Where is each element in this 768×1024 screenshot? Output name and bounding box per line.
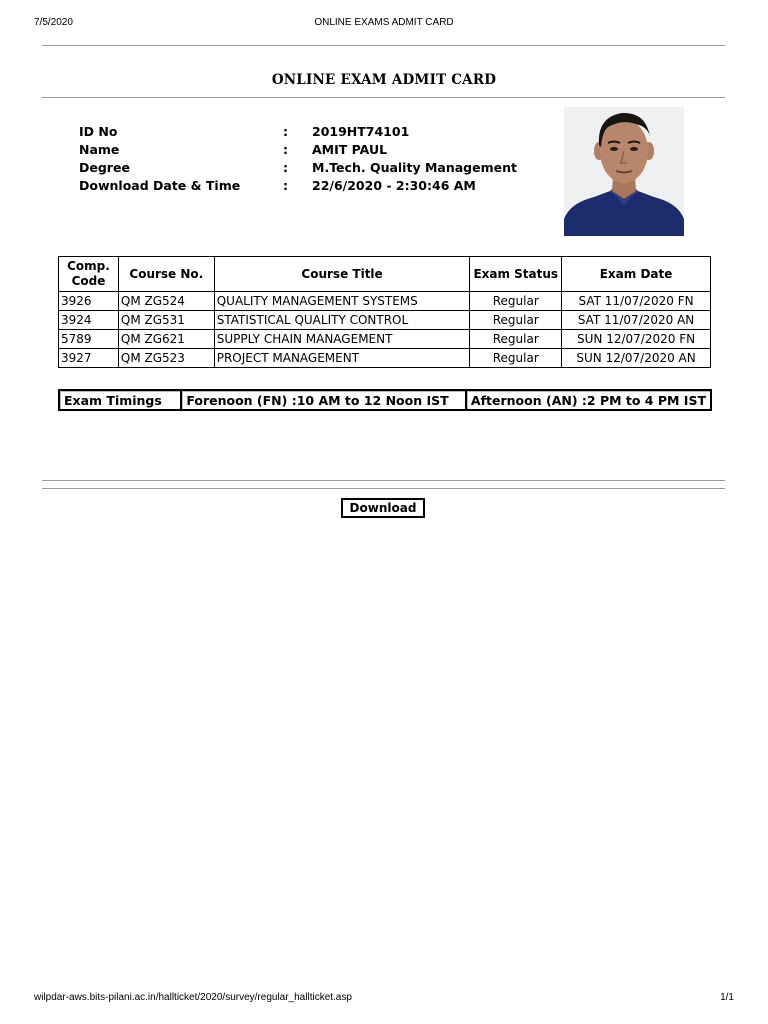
- info-row-degree: [79, 158, 517, 176]
- course-title-header: Course Title: [214, 257, 470, 292]
- course-no-cell: QM ZG531: [118, 311, 214, 330]
- exam-date-cell: SUN 12/07/2020 AN: [562, 349, 711, 368]
- exam-timings-label: Exam Timings: [59, 390, 181, 410]
- exam-status-cell: Regular: [470, 292, 562, 311]
- exam-date-cell: SUN 12/07/2020 FN: [562, 330, 711, 349]
- comp-code-cell: 3926: [59, 292, 119, 311]
- course-no-cell: QM ZG523: [118, 349, 214, 368]
- comp-code-header: [59, 257, 119, 292]
- exam-status-header: Exam Status: [470, 257, 562, 292]
- admit-card-title: ONLINE EXAM ADMIT CARD: [271, 72, 497, 88]
- print-footer-url: wilpdar-aws.bits-pilani.ac.in/hallticket/2020/survey/regular_hallticket.asp: [34, 992, 352, 1003]
- course-no-cell: QM ZG524: [118, 292, 214, 311]
- degree-value: M.Tech. Quality Management: [312, 159, 517, 175]
- comp-code-header-line1: Comp.: [67, 259, 110, 273]
- download-divider-top: [42, 480, 725, 481]
- table-row: [59, 330, 711, 349]
- exam-timings-row: [59, 390, 711, 410]
- info-row-id: [79, 122, 517, 140]
- comp-code-cell: 3927: [59, 349, 119, 368]
- download-time-value: 22/6/2020 - 2:30:46 AM: [312, 177, 476, 193]
- courses-header-row: [59, 257, 711, 292]
- comp-code-cell: 5789: [59, 330, 119, 349]
- candidate-photo: [564, 107, 684, 236]
- id-colon: :: [283, 123, 288, 139]
- table-row: [59, 292, 711, 311]
- course-no-header: Course No.: [118, 257, 214, 292]
- id-label: ID No: [79, 123, 118, 139]
- title-divider: [42, 97, 725, 98]
- candidate-photo-icon: [564, 107, 684, 236]
- print-date: 7/5/2020: [34, 17, 73, 28]
- forenoon-timing: Forenoon (FN) :10 AM to 12 Noon IST: [181, 390, 466, 410]
- exam-status-cell: Regular: [470, 311, 562, 330]
- info-row-download-time: [79, 176, 517, 194]
- info-row-name: [79, 140, 517, 158]
- download-time-colon: :: [283, 177, 288, 193]
- degree-label: Degree: [79, 159, 130, 175]
- download-divider-bottom: [42, 488, 725, 489]
- candidate-info: [79, 122, 517, 194]
- download-time-label: Download Date & Time: [79, 177, 241, 193]
- exam-date-header: Exam Date: [562, 257, 711, 292]
- course-title-cell: QUALITY MANAGEMENT SYSTEMS: [214, 292, 470, 311]
- degree-colon: :: [283, 159, 288, 175]
- course-title-cell: STATISTICAL QUALITY CONTROL: [214, 311, 470, 330]
- id-value: 2019HT74101: [312, 123, 410, 139]
- comp-code-cell: 3924: [59, 311, 119, 330]
- name-value: AMIT PAUL: [312, 141, 388, 157]
- course-title-cell: PROJECT MANAGEMENT: [214, 349, 470, 368]
- print-page-title: ONLINE EXAMS ADMIT CARD: [314, 17, 454, 28]
- table-row: [59, 349, 711, 368]
- table-row: [59, 311, 711, 330]
- exam-status-cell: Regular: [470, 330, 562, 349]
- exam-date-cell: SAT 11/07/2020 FN: [562, 292, 711, 311]
- exam-status-cell: Regular: [470, 349, 562, 368]
- course-no-cell: QM ZG621: [118, 330, 214, 349]
- download-button[interactable]: Download: [341, 498, 425, 518]
- print-footer-page-number: 1/1: [720, 992, 734, 1003]
- name-label: Name: [79, 141, 120, 157]
- course-title-cell: SUPPLY CHAIN MANAGEMENT: [214, 330, 470, 349]
- afternoon-timing: Afternoon (AN) :2 PM to 4 PM IST: [466, 390, 711, 410]
- exam-date-cell: SAT 11/07/2020 AN: [562, 311, 711, 330]
- name-colon: :: [283, 141, 288, 157]
- courses-table: [58, 256, 711, 368]
- top-divider: [42, 45, 725, 46]
- exam-timings-table: [58, 389, 712, 411]
- comp-code-header-line2: Code: [71, 274, 106, 288]
